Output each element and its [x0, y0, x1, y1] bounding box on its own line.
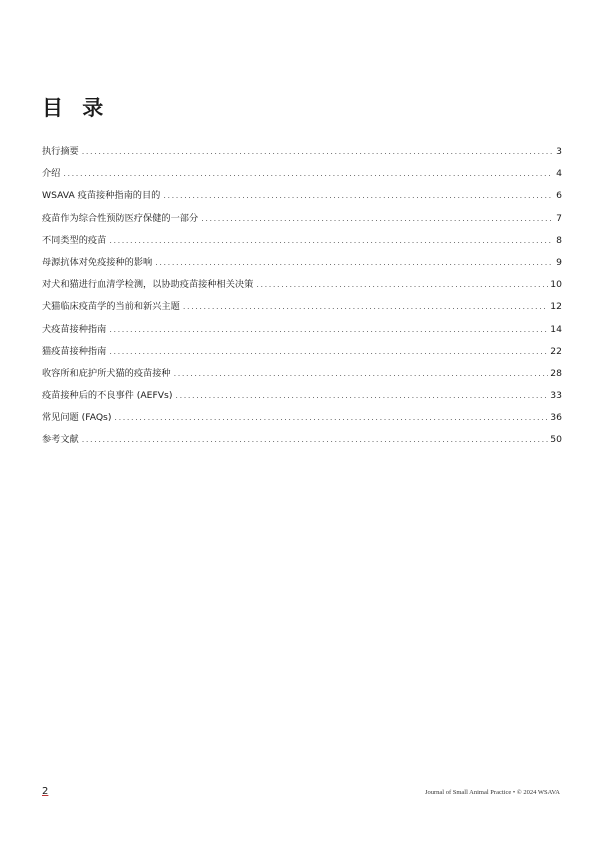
toc-entry[interactable] — [42, 208, 562, 230]
toc-leader-dots — [109, 230, 552, 252]
toc-entry-title: 疫苗接种后的不良事件 (AEFVs) — [42, 390, 173, 402]
toc-entry-page: 36 — [550, 412, 562, 424]
toc-entry-page: 4 — [556, 168, 562, 180]
toc-entry-page: 7 — [556, 212, 562, 224]
toc-entry-page: 14 — [550, 323, 562, 335]
toc-leader-dots — [109, 319, 548, 341]
toc-leader-dots — [109, 341, 548, 363]
toc-leader-dots — [114, 407, 548, 429]
toc-entry[interactable] — [42, 319, 562, 341]
page-title: 目 录 — [42, 96, 110, 120]
toc-entry-title: 母源抗体对免疫接种的影响 — [42, 256, 153, 268]
toc-entry-title: 疫苗作为综合性预防医疗保健的一部分 — [42, 212, 199, 224]
toc-entry-title: 犬猫临床疫苗学的当前和新兴主题 — [42, 301, 180, 313]
table-of-contents — [42, 141, 562, 452]
toc-leader-dots — [163, 185, 552, 207]
toc-entry[interactable] — [42, 163, 562, 185]
toc-entry-title: 介绍 — [42, 168, 61, 180]
toc-entry-page: 12 — [550, 301, 562, 313]
toc-leader-dots — [174, 363, 549, 385]
page-number: 2 — [42, 786, 49, 797]
toc-entry-title: 犬疫苗接种指南 — [42, 323, 107, 335]
toc-entry-title: 不同类型的疫苗 — [42, 234, 107, 246]
toc-entry[interactable] — [42, 296, 562, 318]
toc-entry-page: 3 — [556, 146, 562, 157]
toc-entry-page: 8 — [556, 234, 562, 246]
toc-entry[interactable] — [42, 274, 562, 296]
toc-entry-page: 22 — [550, 345, 562, 357]
toc-entry[interactable] — [42, 407, 562, 429]
toc-entry[interactable] — [42, 141, 562, 163]
toc-entry-title: 猫疫苗接种指南 — [42, 345, 107, 357]
toc-entry-page: 9 — [556, 256, 562, 268]
toc-leader-dots — [175, 385, 548, 407]
toc-leader-dots — [82, 141, 552, 163]
toc-entry[interactable] — [42, 252, 562, 274]
toc-entry-page: 6 — [556, 190, 562, 202]
toc-entry-title: 收容所和庇护所犬猫的疫苗接种 — [42, 367, 171, 379]
toc-entry-page: 28 — [550, 367, 562, 379]
toc-entry-title: 参考文献 — [42, 434, 79, 446]
toc-leader-dots — [155, 252, 552, 274]
toc-entry[interactable] — [42, 363, 562, 385]
toc-leader-dots — [201, 208, 552, 230]
toc-entry-title: WSAVA 疫苗接种指南的目的 — [42, 190, 161, 202]
toc-entry[interactable] — [42, 341, 562, 363]
toc-entry-title: 常见问题 (FAQs) — [42, 412, 112, 424]
toc-entry[interactable] — [42, 185, 562, 207]
toc-entry[interactable] — [42, 230, 562, 252]
toc-entry[interactable] — [42, 429, 562, 451]
journal-credit: Journal of Small Animal Practice • © 2024 WSAVA — [424, 789, 560, 796]
toc-leader-dots — [63, 163, 552, 185]
toc-leader-dots — [82, 429, 549, 451]
toc-entry-page: 50 — [550, 434, 562, 446]
toc-entry-title: 执行摘要 — [42, 146, 79, 157]
toc-entry[interactable] — [42, 385, 562, 407]
toc-leader-dots — [183, 296, 548, 318]
toc-entry-page: 33 — [550, 390, 562, 402]
toc-entry-title: 对犬和猫进行血清学检测，以协助疫苗接种相关决策 — [42, 279, 254, 291]
toc-entry-page: 10 — [550, 279, 562, 291]
toc-leader-dots — [256, 274, 548, 296]
